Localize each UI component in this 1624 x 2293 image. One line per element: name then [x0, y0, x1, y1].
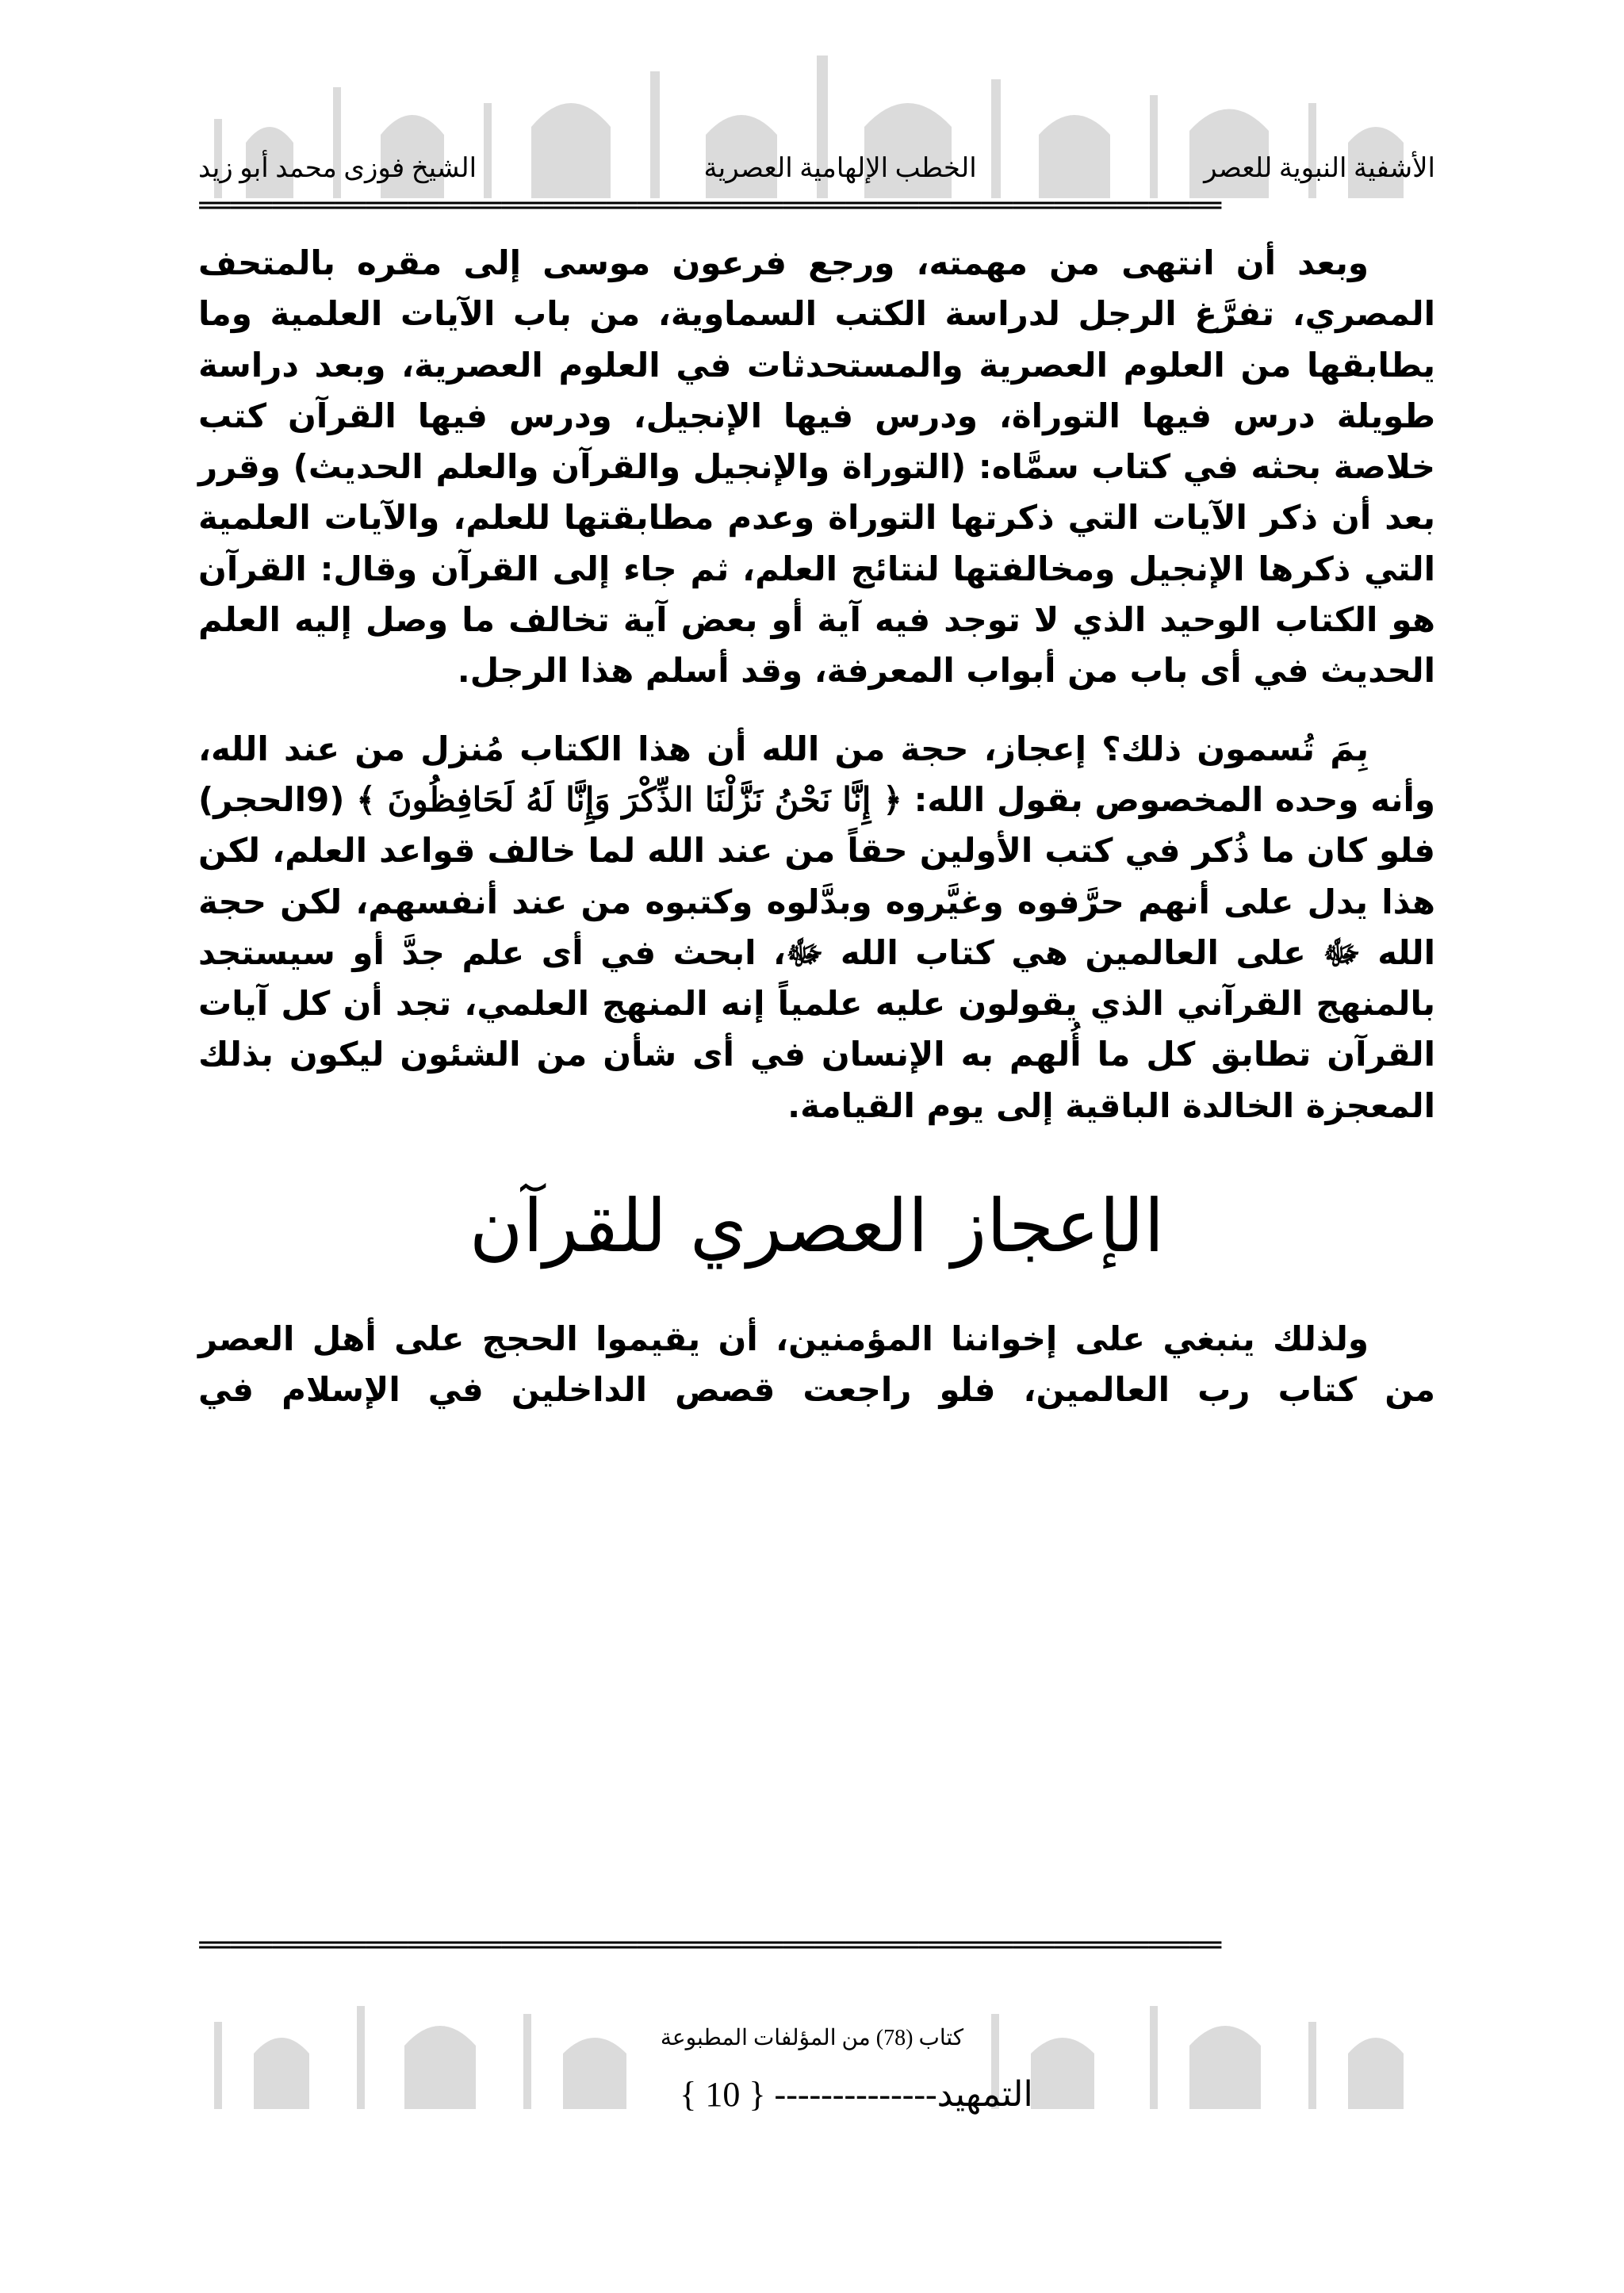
footer-note: كتاب (78) من المؤلفات المطبوعة — [660, 2026, 964, 2050]
header-author: الشيخ فوزى محمد أبو زيد — [198, 154, 477, 183]
footer-page-marker — [650, 2074, 1063, 2115]
paragraph-2 — [198, 724, 1435, 1131]
running-header — [198, 146, 1435, 190]
header-series: الخطب الإلهامية العصرية — [703, 154, 977, 183]
page-body — [198, 238, 1435, 1443]
paragraph-3: ولذلك ينبغي على إخواننا المؤمنين، أن يقيموا الحجج على أهل العصر من كتاب رب العالمين، فلو راجعت قصص الداخلين في الإسلام في — [198, 1319, 1435, 1410]
paragraph-2-before: بِمَ تُسمون ذلك؟ إعجاز، حجة من الله أن هذا الكتاب مُنزل من عند الله، وأنه وحده المخصوص بقول الله: — [198, 729, 1435, 819]
page-number: { 10 } — [680, 2075, 766, 2114]
footer-rule: ================================================================================================== — [198, 1935, 1221, 1957]
section-heading: الإعجاز العصري للقرآن — [469, 1184, 1165, 1269]
paragraph-2-after: (9الحجر) فلو كان ما ذُكر في كتب الأولين حقاً من عند الله لما خالف قواعد العلم، لكن هذا يدل على أنهم حرَّفوه وغيَّروه وبدَّلوه وكتبوه من عند أنفسهم، لكن حجة الله ﷻ على العالمين هي كتاب الله ﷻ، ابحث في أى علم جدَّ أو سيستجد بالمنهج القرآني الذي يقولون عليه علمياً إنه المنهج العلمي، تجد أن كل آيات القرآن تطابق كل ما أُلهم به الإنسان في أى شأن من الشئون ليكون بذلك المعجزة الخالدة الباقية إلى يوم القيامة. — [198, 779, 1435, 1125]
footer-section-label: التمهيد-------------- — [774, 2075, 1033, 2114]
header-rule: ================================================================================================== — [198, 195, 1221, 217]
header-book-title: الأشفية النبوية للعصر — [1204, 154, 1435, 183]
quran-verse: ﴿ إِنَّا نَحْنُ نَزَّلْنَا الذِّكْرَ وَإِنَّا لَهُ لَحَافِظُونَ ﴾ — [356, 779, 902, 819]
paragraph-1: وبعد أن انتهى من مهمته، ورجع فرعون موسى إلى مقره بالمتحف المصري، تفرَّغ الرجل لدراسة الكتب السماوية، من باب الآيات العلمية وما يطابقها من العلوم العصرية والمستحدثات في العلوم العصرية، وبعد دراسة طويلة درس فيها التوراة، ودرس فيها الإنجيل، ودرس فيها القرآن كتب خلاصة بحثه في كتاب سمَّاه: (التوراة والإنجيل والقرآن والعلم الحديث) وقرر بعد أن ذكر الآيات التي ذكرتها التوراة وعدم مطابقتها للعلم، والآيات العلمية التي ذكرها الإنجيل ومخالفتها لنتائج العلم، ثم جاء إلى القرآن وقال: القرآن هو الكتاب الوحيد الذي لا توجد فيه آية أو بعض آية تخالف ما وصل إليه العلم الحديث في أى باب من أبواب المعرفة، وقد أسلم هذا الرجل. — [198, 243, 1435, 691]
